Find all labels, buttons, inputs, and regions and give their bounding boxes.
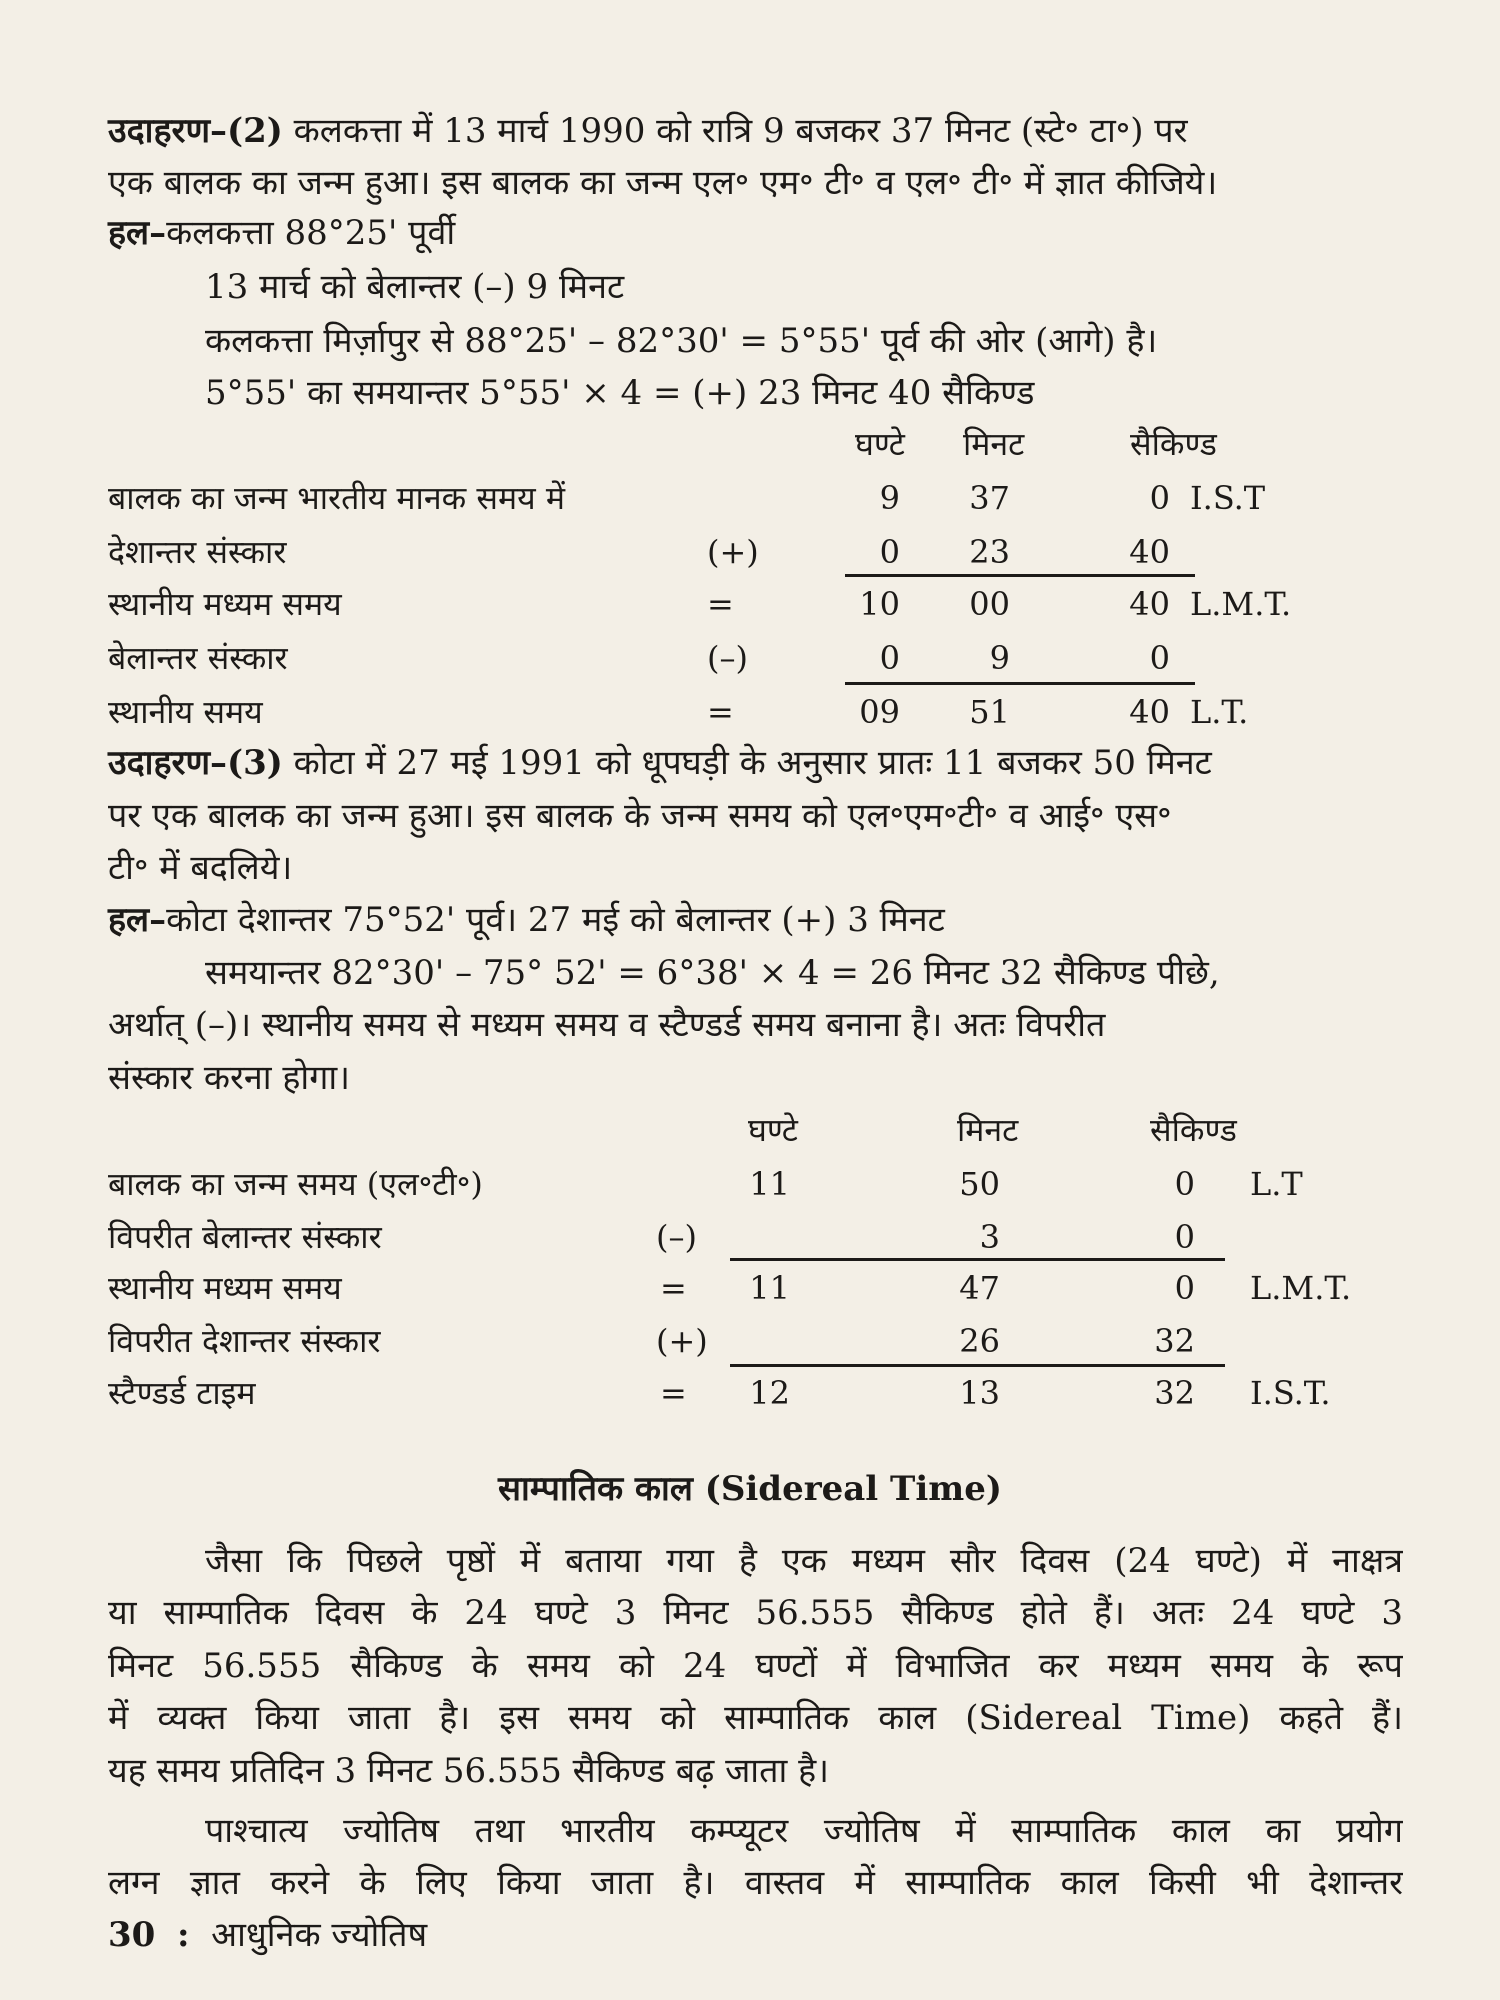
example3-solution-line2: समयान्तर 82°30' – 75° 52' = 6°38' × 4 = 26 मिनट 32 सैकिण्ड पीछे,: [205, 953, 1220, 993]
table-cell-seconds: 40: [1129, 693, 1170, 731]
table-cell-minutes: 51: [969, 693, 1010, 731]
table-cell-minutes: 47: [959, 1269, 1000, 1307]
table-row-label: बेलान्तर संस्कार: [108, 639, 288, 677]
table-cell-tag: I.S.T.: [1250, 1374, 1331, 1412]
example2-solution-line2: 13 मार्च को बेलान्तर (–) 9 मिनट: [205, 267, 625, 307]
table-header-seconds: सैकिण्ड: [1150, 1111, 1237, 1149]
table-header-minutes: मिनट: [957, 1111, 1019, 1149]
sum-rule: [730, 1364, 1225, 1367]
table-cell-operator: =: [660, 1269, 687, 1307]
table-cell-minutes: 9: [989, 639, 1010, 677]
table-cell-hours: 09: [859, 693, 900, 731]
table-row-label: बालक का जन्म भारतीय मानक समय में: [108, 479, 565, 517]
sum-rule: [730, 1258, 1225, 1261]
table-row-label: स्थानीय मध्यम समय: [108, 585, 342, 623]
example3-solution-line1: हल–कोटा देशान्तर 75°52' पूर्व। 27 मई को बेलान्तर (+) 3 मिनट: [108, 900, 945, 940]
book-title: आधुनिक ज्योतिष: [211, 1915, 428, 1955]
page-footer: [108, 1912, 1408, 1958]
paragraph2-line: पाश्चात्य ज्योतिष तथा भारतीय कम्प्यूटर ज्योतिष में साम्पातिक काल का प्रयोग: [205, 1811, 1403, 1851]
paragraph1-line: या साम्पातिक दिवस के 24 घण्टे 3 मिनट 56.555 सैकिण्ड होते हैं। अतः 24 घण्टे 3: [108, 1593, 1403, 1633]
table-header-seconds: सैकिण्ड: [1130, 425, 1217, 463]
table-cell-minutes: 3: [979, 1218, 1000, 1256]
table-cell-tag: L.M.T.: [1190, 585, 1292, 623]
table-cell-hours: 12: [749, 1374, 790, 1412]
table-cell-minutes: 26: [959, 1322, 1000, 1360]
table-cell-minutes: 23: [969, 533, 1010, 571]
table-cell-seconds: 0: [1149, 639, 1170, 677]
table-cell-operator: =: [707, 693, 734, 731]
example3-label: उदाहरण–(3): [108, 743, 283, 783]
table-row-label: स्थानीय मध्यम समय: [108, 1269, 342, 1307]
table-row-label: विपरीत बेलान्तर संस्कार: [108, 1218, 382, 1256]
table-cell-seconds: 32: [1154, 1374, 1195, 1412]
table-row-label: बालक का जन्म समय (एल॰टी॰): [108, 1165, 483, 1203]
table-cell-hours: 11: [749, 1165, 790, 1203]
example3-solution-line3: अर्थात् (–)। स्थानीय समय से मध्यम समय व स्टैण्डर्ड समय बनाना है। अतः विपरीत: [108, 1005, 1106, 1045]
table-cell-operator: =: [660, 1374, 687, 1412]
example3-question-line3: टी॰ में बदलिये।: [108, 848, 293, 888]
solution-label: हल–: [108, 900, 167, 940]
table-cell-tag: L.M.T.: [1250, 1269, 1352, 1307]
table-row-label: स्थानीय समय: [108, 693, 263, 731]
table-row-label: विपरीत देशान्तर संस्कार: [108, 1322, 381, 1360]
table-cell-minutes: 50: [959, 1165, 1000, 1203]
section-heading: साम्पातिक काल (Sidereal Time): [498, 1469, 1002, 1509]
example3-solution-line4: संस्कार करना होगा।: [108, 1058, 351, 1098]
example3-question-line2: पर एक बालक का जन्म हुआ। इस बालक के जन्म समय को एल॰एम॰टी॰ व आई॰ एस॰: [108, 796, 1172, 836]
example2-label: उदाहरण–(2): [108, 111, 283, 151]
table-cell-seconds: 0: [1174, 1165, 1195, 1203]
table-cell-operator: (+): [656, 1322, 708, 1360]
paragraph1-line: जैसा कि पिछले पृष्ठों में बताया गया है एक मध्यम सौर दिवस (24 घण्टे) में नाक्षत्र: [205, 1541, 1403, 1581]
table-cell-seconds: 0: [1174, 1218, 1195, 1256]
table-header-hours: घण्टे: [855, 425, 905, 463]
table-cell-operator: (+): [707, 533, 759, 571]
table-cell-hours: 11: [749, 1269, 790, 1307]
table-cell-minutes: 00: [969, 585, 1010, 623]
example3-question-line1: उदाहरण–(3) कोटा में 27 मई 1991 को धूपघड़ी के अनुसार प्रातः 11 बजकर 50 मिनट: [108, 743, 1212, 783]
table-cell-seconds: 32: [1154, 1322, 1195, 1360]
table-cell-hours: 9: [879, 479, 900, 517]
table-cell-operator: (–): [707, 639, 748, 677]
table-row-label: देशान्तर संस्कार: [108, 533, 287, 571]
paragraph1-line: मिनट 56.555 सैकिण्ड के समय को 24 घण्टों में विभाजित कर मध्यम समय के रूप: [108, 1646, 1403, 1686]
table-cell-minutes: 13: [959, 1374, 1000, 1412]
table-cell-tag: L.T: [1250, 1165, 1303, 1203]
table-cell-tag: L.T.: [1190, 693, 1249, 731]
example2-solution-line4: 5°55' का समयान्तर 5°55' × 4 = (+) 23 मिनट 40 सैकिण्ड: [205, 373, 1035, 413]
footer-separator: :: [176, 1915, 190, 1955]
solution-label: हल–: [108, 213, 167, 253]
table-cell-seconds: 40: [1129, 585, 1170, 623]
table-header-hours: घण्टे: [748, 1111, 798, 1149]
example2-question-line1: उदाहरण–(2) कलकत्ता में 13 मार्च 1990 को रात्रि 9 बजकर 37 मिनट (स्टे॰ टा॰) पर: [108, 111, 1188, 151]
example2-question-line2: एक बालक का जन्म हुआ। इस बालक का जन्म एल॰ एम॰ टी॰ व एल॰ टी॰ में ज्ञात कीजिये।: [108, 163, 1218, 203]
table-cell-seconds: 40: [1129, 533, 1170, 571]
table-cell-tag: I.S.T: [1190, 479, 1266, 517]
table-cell-operator: =: [707, 585, 734, 623]
paragraph2-line: लग्न ज्ञात करने के लिए किया जाता है। वास्तव में साम्पातिक काल किसी भी देशान्तर: [108, 1863, 1403, 1903]
table-cell-hours: 0: [879, 639, 900, 677]
table-cell-minutes: 37: [969, 479, 1010, 517]
example2-solution-line3: कलकत्ता मिर्ज़ापुर से 88°25' – 82°30' = 5°55' पूर्व की ओर (आगे) है।: [205, 321, 1158, 361]
paragraph1-line: में व्यक्त किया जाता है। इस समय को साम्पातिक काल (Sidereal Time) कहते हैं।: [108, 1698, 1403, 1738]
sum-rule: [845, 574, 1195, 577]
example2-solution-line1: हल–कलकत्ता 88°25' पूर्वी: [108, 213, 456, 253]
page-number: 30: [108, 1915, 156, 1955]
table-cell-seconds: 0: [1149, 479, 1170, 517]
table-row-label: स्टैण्डर्ड टाइम: [108, 1374, 256, 1412]
paragraph1-line: यह समय प्रतिदिन 3 मिनट 56.555 सैकिण्ड बढ़ जाता है।: [108, 1751, 830, 1791]
table-header-minutes: मिनट: [963, 425, 1025, 463]
table-cell-hours: 0: [879, 533, 900, 571]
table-cell-seconds: 0: [1174, 1269, 1195, 1307]
table-cell-operator: (–): [656, 1218, 697, 1256]
table-cell-hours: 10: [859, 585, 900, 623]
sum-rule: [845, 682, 1195, 685]
